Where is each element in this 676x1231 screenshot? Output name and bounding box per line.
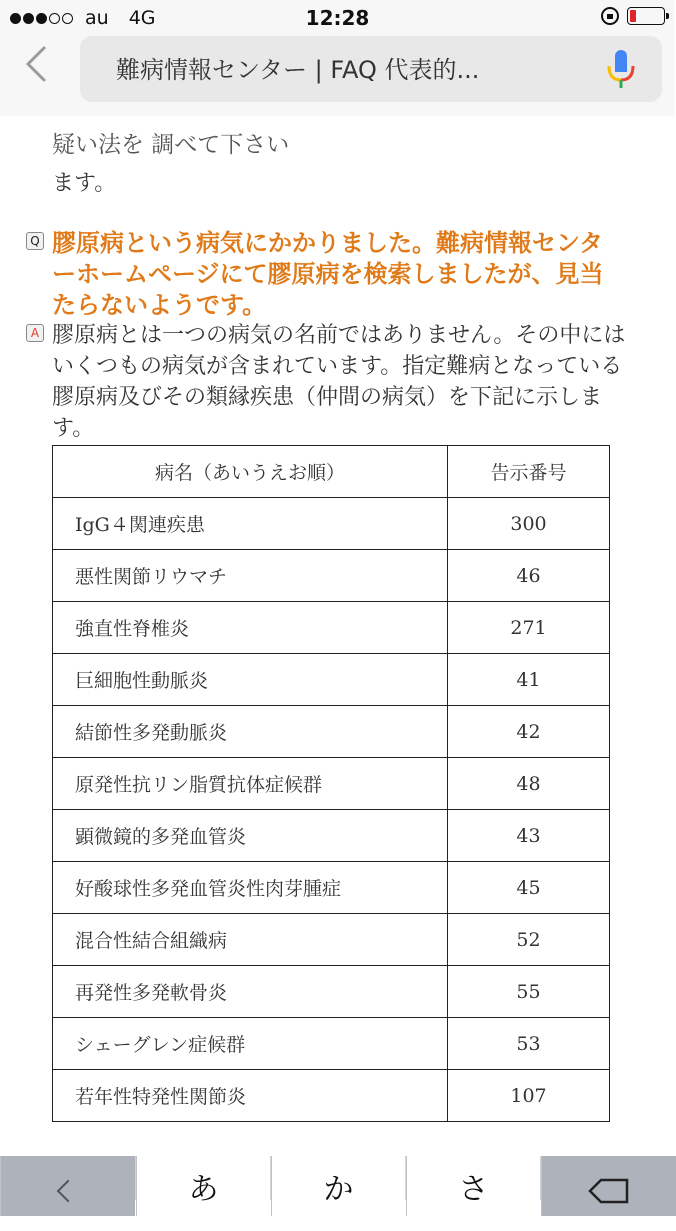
notification-number-cell: 53 [448, 1018, 610, 1070]
table-row [53, 498, 610, 550]
table-row [53, 810, 610, 862]
notification-number-cell: 52 [448, 914, 610, 966]
disease-name-cell: 悪性関節リウマチ [53, 550, 448, 602]
battery-icon [627, 7, 665, 25]
battery-level [630, 10, 636, 22]
back-button[interactable] [20, 42, 60, 86]
table-row [53, 602, 610, 654]
status-right [601, 7, 665, 25]
notification-number-cell: 45 [448, 862, 610, 914]
table-row [53, 914, 610, 966]
arrow-icon [57, 1180, 80, 1203]
voice-search-button[interactable] [604, 48, 638, 92]
disease-name-cell: 強直性脊椎炎 [53, 602, 448, 654]
disease-name-cell: 巨細胞性動脈炎 [53, 654, 448, 706]
table-body [53, 498, 610, 1122]
disease-name-cell: シェーグレン症候群 [53, 1018, 448, 1070]
key-a[interactable]: あ [136, 1156, 270, 1216]
keyboard [0, 1156, 675, 1207]
notification-number-cell: 55 [448, 966, 610, 1018]
chevron-left-icon [20, 42, 60, 86]
table-row [53, 1070, 610, 1122]
notification-number-cell: 300 [448, 498, 610, 550]
table-row [53, 862, 610, 914]
notification-number-cell: 107 [448, 1070, 610, 1122]
page-content [0, 116, 675, 1156]
notification-number-cell: 42 [448, 706, 610, 758]
table-row [53, 550, 610, 602]
notification-number-cell: 271 [448, 602, 610, 654]
answer-icon: A [26, 324, 44, 342]
disease-name-cell: 好酸球性多発血管炎性肉芽腫症 [53, 862, 448, 914]
previous-answer-end: ます。 [52, 171, 117, 196]
delete-key[interactable] [541, 1156, 676, 1216]
notification-number-cell: 46 [448, 550, 610, 602]
microphone-icon [604, 48, 638, 92]
clipped-text-line [52, 132, 652, 158]
page-title: 難病情報センター | FAQ 代表的... [116, 56, 480, 84]
disease-name-cell: 原発性抗リン脂質抗体症候群 [53, 758, 448, 810]
faq-answer: 膠原病とは一つの病気の名前ではありません。その中にはいくつもの病気が含まれています。指定難病となっている膠原病及びその類縁疾患（仲間の病気）を下記に示します。 [52, 323, 626, 441]
table-row [53, 1018, 610, 1070]
table-header-row [53, 446, 610, 498]
network-type: 4G [128, 7, 156, 29]
header-notification-number: 告示番号 [448, 446, 610, 498]
faq-question: 膠原病という病気にかかりました。難病情報センターホームページにて膠原病を検索しましたが、見当たらないようです。 [52, 229, 604, 319]
disease-name-cell: IgG４関連疾患 [53, 498, 448, 550]
table-row [53, 706, 610, 758]
table-row [53, 966, 610, 1018]
keyboard-arrow-key[interactable] [0, 1156, 135, 1216]
clipped-text: 疑い法を 調べて下さい [52, 132, 290, 158]
notification-number-cell: 43 [448, 810, 610, 862]
key-ka[interactable]: か [271, 1156, 405, 1216]
rotation-lock-icon [601, 7, 619, 25]
delete-icon [587, 1176, 631, 1206]
browser-nav-bar [0, 36, 675, 116]
disease-name-cell: 若年性特発性関節炎 [53, 1070, 448, 1122]
disease-name-cell: 結節性多発動脈炎 [53, 706, 448, 758]
question-icon: Q [26, 232, 44, 250]
status-time: 12:28 [305, 6, 370, 30]
table-row [53, 758, 610, 810]
key-sa[interactable]: さ [406, 1156, 540, 1216]
disease-name-cell: 混合性結合組織病 [53, 914, 448, 966]
disease-name-cell: 再発性多発軟骨炎 [53, 966, 448, 1018]
header-disease-name: 病名（あいうえお順） [53, 446, 448, 498]
notification-number-cell: 48 [448, 758, 610, 810]
address-bar[interactable] [80, 36, 662, 102]
table-row [53, 654, 610, 706]
carrier-name: au [85, 7, 109, 29]
status-bar [0, 0, 675, 36]
disease-table [52, 445, 610, 1122]
disease-name-cell: 顕微鏡的多発血管炎 [53, 810, 448, 862]
notification-number-cell: 41 [448, 654, 610, 706]
